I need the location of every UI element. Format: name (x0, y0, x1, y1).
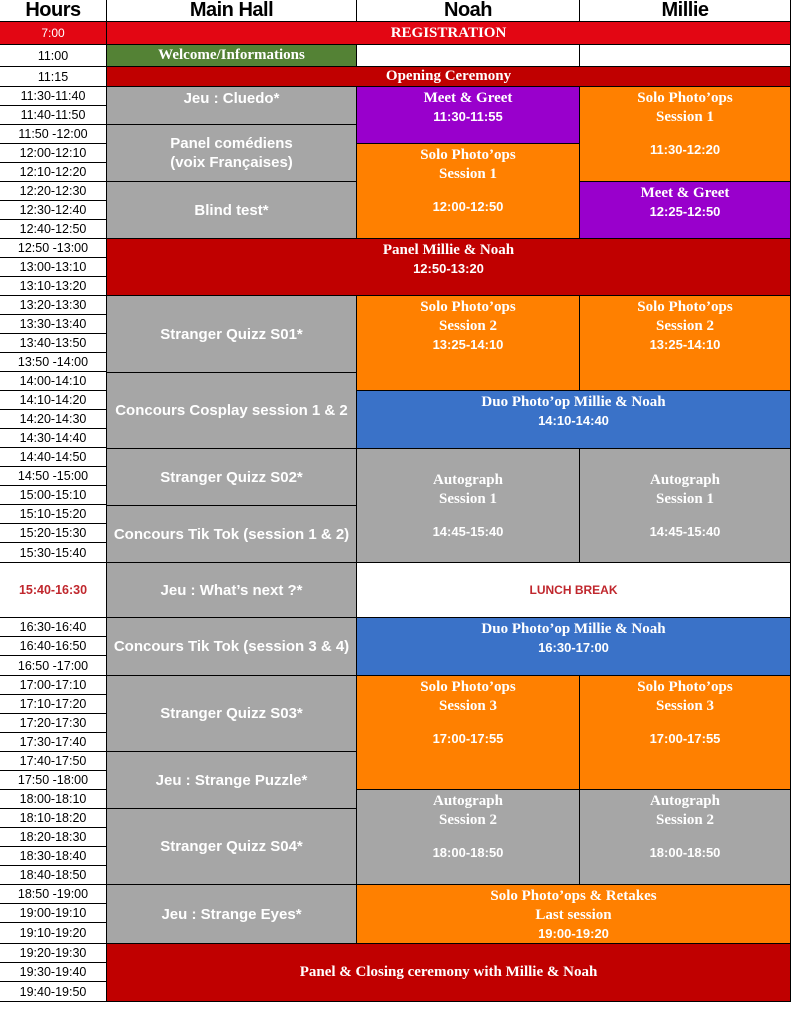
panel-mn-title: Panel Millie & Noah (382, 242, 515, 258)
event-stranger-quizz-s03: Stranger Quizz S03* (107, 676, 357, 752)
hour-slot: 15:20-15:30 (0, 524, 107, 543)
hour-slot: 18:50 -19:00 (0, 885, 107, 904)
millie-empty-1100 (580, 45, 791, 67)
millie-auto2-time: 18:00-18:50 (649, 845, 721, 860)
event-cluedo: Jeu : Cluedo* (107, 87, 357, 125)
millie-auto1-title: Autograph (649, 472, 720, 488)
hour-slot: 15:40-16:30 (0, 563, 107, 618)
millie-auto1-session: Session 1 (656, 491, 714, 507)
hour-slot: 7:00 (0, 22, 107, 45)
event-lunch-break: LUNCH BREAK (357, 563, 791, 618)
hour-slot: 14:30-14:40 (0, 429, 107, 448)
hour-slot: 12:00-12:10 (0, 144, 107, 163)
noah-autograph-session2 (357, 790, 580, 885)
event-tiktok-3-4: Concours Tik Tok (session 3 & 4) (107, 618, 357, 676)
millie-autograph-session1 (580, 449, 791, 563)
hour-slot: 17:20-17:30 (0, 714, 107, 733)
millie-solo2-session: Session 2 (656, 318, 714, 334)
noah-auto1-title: Autograph (432, 472, 503, 488)
retakes-session: Last session (535, 906, 612, 923)
hour-slot: 17:40-17:50 (0, 752, 107, 771)
hour-slot: 12:10-12:20 (0, 163, 107, 182)
hour-slot: 17:00-17:10 (0, 676, 107, 695)
noah-solo1-session: Session 1 (439, 166, 497, 182)
hour-slot: 18:20-18:30 (0, 828, 107, 847)
event-stranger-quizz-s02: Stranger Quizz S02* (107, 449, 357, 506)
hour-slot: 12:50 -13:00 (0, 239, 107, 258)
noah-empty-1100 (357, 45, 580, 67)
hour-slot: 16:30-16:40 (0, 618, 107, 637)
hour-slot: 12:40-12:50 (0, 220, 107, 239)
millie-solo-session3 (580, 676, 791, 790)
noah-solo1-title: Solo Photo’ops (420, 147, 516, 163)
noah-auto1-time: 14:45-15:40 (432, 524, 504, 539)
event-strange-eyes: Jeu : Strange Eyes* (107, 885, 357, 944)
hour-slot: 11:15 (0, 67, 107, 87)
hour-slot: 15:10-15:20 (0, 505, 107, 524)
panel-comediens-line2: (voix Françaises) (170, 154, 293, 171)
hour-slot: 17:50 -18:00 (0, 771, 107, 790)
event-stranger-quizz-s01: Stranger Quizz S01* (107, 296, 357, 373)
noah-solo-session3 (357, 676, 580, 790)
hour-slot: 15:30-15:40 (0, 543, 107, 563)
hour-slot: 13:30-13:40 (0, 315, 107, 334)
event-duo-photoop-2 (357, 618, 791, 676)
noah-auto1-session: Session 1 (439, 491, 497, 507)
hour-slot: 13:10-13:20 (0, 277, 107, 296)
noah-solo3-title: Solo Photo’ops (420, 679, 516, 695)
hour-slot: 13:50 -14:00 (0, 353, 107, 372)
hour-slot: 19:40-19:50 (0, 982, 107, 1002)
noah-solo2-time: 13:25-14:10 (432, 337, 504, 352)
panel-comediens-line1: Panel comédiens (170, 135, 293, 152)
millie-solo3-session: Session 3 (656, 698, 714, 714)
header-millie: Millie (580, 0, 791, 22)
hour-slot: 12:20-12:30 (0, 182, 107, 201)
noah-solo3-session: Session 3 (439, 698, 497, 714)
hour-slot: 11:40-11:50 (0, 106, 107, 125)
millie-solo2-title: Solo Photo’ops (637, 299, 733, 315)
header-noah: Noah (357, 0, 580, 22)
duo2-title: Duo Photo’op Millie & Noah (481, 621, 666, 637)
hour-slot: 16:50 -17:00 (0, 656, 107, 676)
millie-meet-time: 12:25-12:50 (649, 204, 721, 219)
millie-solo1-time: 11:30-12:20 (649, 142, 721, 157)
millie-auto2-session: Session 2 (656, 812, 714, 828)
header-hours: Hours (0, 0, 107, 22)
hour-slot: 18:30-18:40 (0, 847, 107, 866)
hour-slot: 16:40-16:50 (0, 637, 107, 656)
event-tiktok-1-2: Concours Tik Tok (session 1 & 2) (107, 506, 357, 563)
event-panel-comediens (107, 125, 357, 182)
hour-slot: 18:00-18:10 (0, 790, 107, 809)
hour-slot: 18:40-18:50 (0, 866, 107, 885)
event-panel-millie-noah (107, 239, 791, 296)
event-registration: REGISTRATION (107, 22, 791, 45)
noah-meet-title: Meet & Greet (423, 90, 513, 106)
hour-slot: 15:00-15:10 (0, 486, 107, 505)
hour-slot: 14:50 -15:00 (0, 467, 107, 486)
millie-auto2-title: Autograph (649, 793, 720, 809)
noah-solo-session2 (357, 296, 580, 391)
hour-slot: 19:10-19:20 (0, 923, 107, 944)
millie-solo1-title: Solo Photo’ops (637, 90, 733, 106)
hour-slot: 14:10-14:20 (0, 391, 107, 410)
hour-slot: 19:30-19:40 (0, 963, 107, 982)
hour-slot: 18:10-18:20 (0, 809, 107, 828)
hour-slot: 17:30-17:40 (0, 733, 107, 752)
millie-solo-session1 (580, 87, 791, 182)
millie-meet-title: Meet & Greet (640, 185, 730, 201)
header-main-hall: Main Hall (107, 0, 357, 22)
millie-solo2-time: 13:25-14:10 (649, 337, 721, 352)
millie-solo1-session: Session 1 (656, 109, 714, 125)
millie-solo3-title: Solo Photo’ops (637, 679, 733, 695)
hour-slot: 14:40-14:50 (0, 448, 107, 467)
panel-mn-time: 12:50-13:20 (413, 261, 484, 276)
hour-slot: 14:00-14:10 (0, 372, 107, 391)
noah-solo2-title: Solo Photo’ops (420, 299, 516, 315)
millie-solo-session2 (580, 296, 791, 391)
duo1-title: Duo Photo’op Millie & Noah (481, 394, 666, 410)
noah-solo-session1 (357, 144, 580, 239)
noah-solo3-time: 17:00-17:55 (432, 731, 504, 746)
event-closing-ceremony: Panel & Closing ceremony with Millie & Noah (107, 944, 791, 1002)
hour-slot: 19:20-19:30 (0, 944, 107, 963)
noah-auto2-time: 18:00-18:50 (432, 845, 504, 860)
duo1-time: 14:10-14:40 (538, 413, 609, 428)
event-strange-puzzle: Jeu : Strange Puzzle* (107, 752, 357, 809)
event-whats-next: Jeu : What’s next ?* (107, 563, 357, 618)
hour-slot: 13:20-13:30 (0, 296, 107, 315)
hour-slot: 17:10-17:20 (0, 695, 107, 714)
noah-meet-time: 11:30-11:55 (433, 109, 503, 124)
event-concours-cosplay: Concours Cosplay session 1 & 2 (107, 373, 357, 449)
millie-autograph-session2 (580, 790, 791, 885)
event-blind-test: Blind test* (107, 182, 357, 239)
event-stranger-quizz-s04: Stranger Quizz S04* (107, 809, 357, 885)
event-duo-photoop-1 (357, 391, 791, 449)
retakes-title: Solo Photo’ops & Retakes (490, 887, 657, 904)
event-solo-retakes (357, 885, 791, 944)
hour-slot: 11:50 -12:00 (0, 125, 107, 144)
hour-slot: 11:30-11:40 (0, 87, 107, 106)
noah-solo2-session: Session 2 (439, 318, 497, 334)
hour-slot: 13:40-13:50 (0, 334, 107, 353)
hour-slot: 14:20-14:30 (0, 410, 107, 429)
hour-slot: 13:00-13:10 (0, 258, 107, 277)
millie-auto1-time: 14:45-15:40 (649, 524, 721, 539)
event-opening-ceremony: Opening Ceremony (107, 67, 791, 87)
hour-slot: 11:00 (0, 45, 107, 67)
millie-meet-greet (580, 182, 791, 239)
retakes-time: 19:00-19:20 (538, 925, 609, 941)
noah-auto2-session: Session 2 (439, 812, 497, 828)
duo2-time: 16:30-17:00 (538, 640, 609, 655)
hour-slot: 19:00-19:10 (0, 904, 107, 923)
event-welcome: Welcome/Informations (107, 45, 357, 67)
hour-slot: 12:30-12:40 (0, 201, 107, 220)
millie-solo3-time: 17:00-17:55 (649, 731, 721, 746)
noah-solo1-time: 12:00-12:50 (432, 199, 504, 214)
noah-autograph-session1 (357, 449, 580, 563)
noah-meet-greet (357, 87, 580, 144)
noah-auto2-title: Autograph (432, 793, 503, 809)
